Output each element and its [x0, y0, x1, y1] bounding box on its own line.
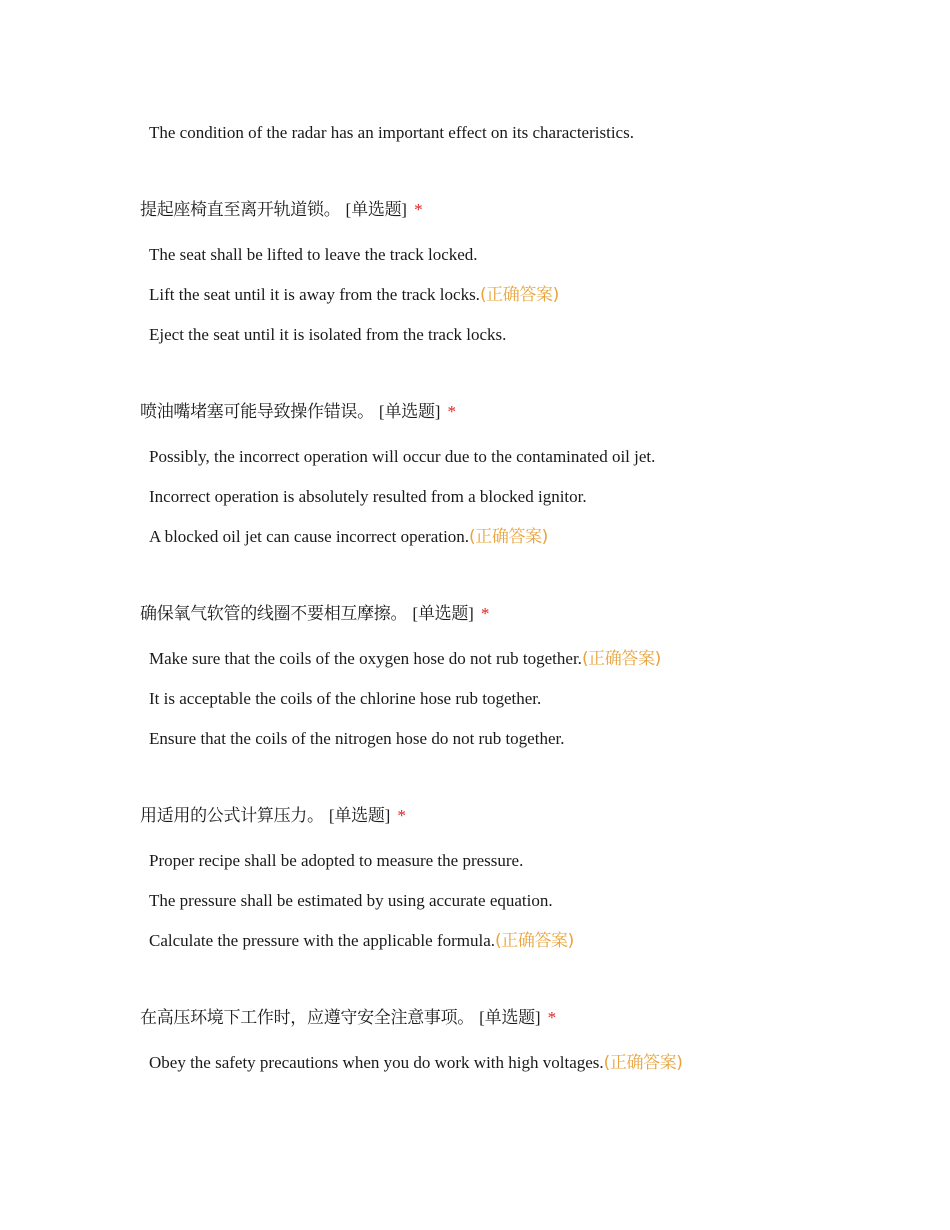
option-text: A blocked oil jet can cause incorrect operation. [149, 527, 470, 546]
question-title [140, 198, 840, 222]
option-item[interactable] [149, 849, 840, 873]
question-block [140, 400, 840, 565]
option-item[interactable] [149, 525, 840, 549]
question-type-label: 单选题 [484, 1008, 535, 1028]
required-mark: * [480, 604, 490, 623]
question-text: 在高压环境下工作时，应遵守安全注意事项。 [140, 1008, 474, 1028]
option-text: Eject the seat until it is isolated from the track locks. [149, 325, 507, 344]
correct-answer-label: (正确答案) [479, 285, 559, 305]
option-text: Lift the seat until it is away from the track locks. [149, 285, 480, 304]
option-list [140, 445, 840, 549]
option-text: Make sure that the coils of the oxygen hose do not rub together. [149, 649, 582, 668]
option-text: Possibly, the incorrect operation will occur due to the contaminated oil jet. [149, 447, 656, 466]
option-list [140, 1051, 840, 1075]
option-list [140, 243, 840, 347]
required-mark: * [547, 1008, 556, 1027]
question-type-label: 单选题 [417, 604, 469, 624]
option-item[interactable] [149, 647, 840, 671]
option-text: Incorrect operation is absolutely resulted from a blocked ignitor. [149, 487, 587, 506]
question-block [140, 804, 840, 969]
question-text: 确保氧气软管的线圈不要相互摩擦。 [140, 604, 408, 624]
question-text: 用适用的公式计算压力。 [140, 806, 324, 826]
option-list [140, 849, 840, 953]
option-text: Obey the safety precautions when you do work with high voltages. [149, 1053, 604, 1072]
question-type-label: 单选题 [334, 806, 385, 826]
correct-answer-label: (正确答案) [581, 649, 661, 669]
required-mark: * [414, 200, 423, 219]
option-text: Ensure that the coils of the nitrogen hose do not rub together. [149, 729, 565, 748]
option-item[interactable] [149, 485, 840, 509]
option-item[interactable] [149, 243, 840, 267]
question-type: [单选题] [378, 402, 441, 422]
question-block [140, 198, 840, 363]
option-item[interactable] [149, 889, 840, 913]
question-title [140, 804, 840, 828]
question-type: [单选题] [345, 200, 407, 220]
option-item[interactable] [149, 283, 840, 307]
option-item[interactable] [149, 929, 840, 953]
question-type-label: 单选题 [384, 402, 435, 422]
option-item[interactable] [149, 687, 840, 711]
option-text: Proper recipe shall be adopted to measure the pressure. [149, 851, 524, 870]
question-block [140, 1006, 840, 1091]
option-text: The seat shall be lifted to leave the track locked. [149, 245, 478, 264]
correct-answer-label: (正确答案) [469, 527, 548, 547]
question-block [140, 602, 840, 767]
option-item[interactable] [149, 1051, 840, 1075]
question-title [140, 400, 840, 424]
question-text: 喷油嘴堵塞可能导致操作错误。 [140, 402, 374, 422]
question-title [140, 602, 840, 626]
option-text: It is acceptable the coils of the chlorine hose rub together. [149, 689, 542, 708]
required-mark: * [447, 402, 456, 421]
correct-answer-label: (正确答案) [603, 1053, 683, 1073]
question-type: [单选题] [328, 806, 391, 826]
option-list [140, 647, 840, 751]
question-text: 提起座椅直至离开轨道锁。 [140, 200, 341, 220]
option-text: The condition of the radar has an important effect on its characteristics. [149, 123, 634, 142]
correct-answer-label: (正确答案) [495, 931, 574, 951]
question-type: [单选题] [479, 1008, 541, 1028]
option-text: Calculate the pressure with the applicable formula. [149, 931, 496, 950]
question-type: [单选题] [412, 604, 474, 624]
question-title [140, 1006, 840, 1030]
option-item[interactable] [149, 727, 840, 751]
question-type-label: 单选题 [351, 200, 402, 220]
option-item[interactable] [149, 445, 840, 469]
required-mark: * [397, 806, 406, 825]
option-text: The pressure shall be estimated by using accurate equation. [149, 891, 553, 910]
option-item[interactable] [149, 323, 840, 347]
